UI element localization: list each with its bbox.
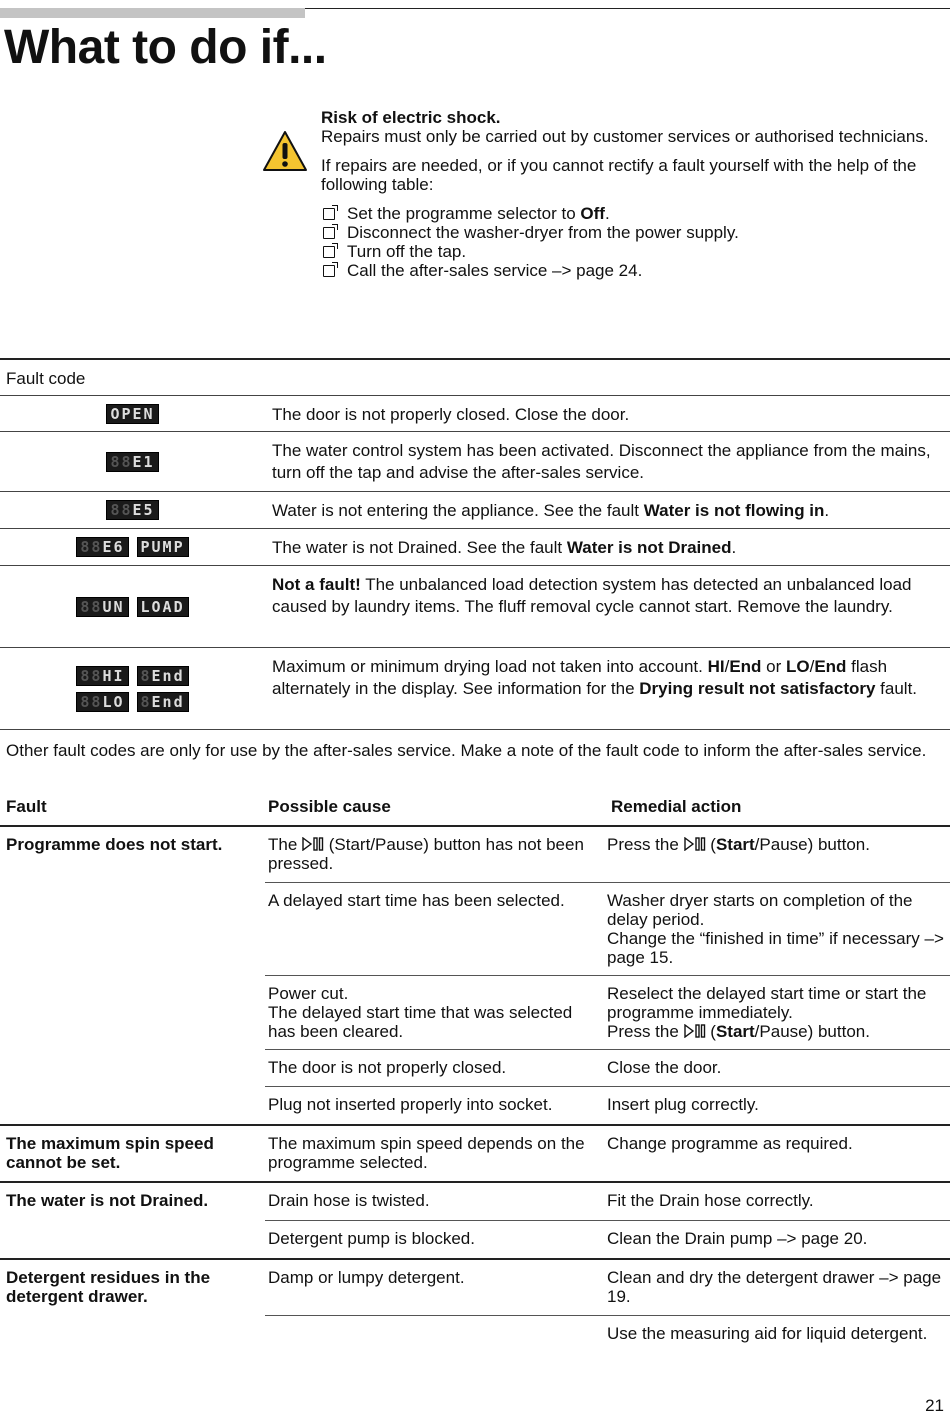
- fault-rows: [265, 827, 950, 1124]
- remedial-action: [607, 1134, 950, 1181]
- lcd-display: [106, 452, 158, 472]
- text-run: The door is not properly closed. Close the door.: [272, 405, 630, 424]
- text-run: Plug not inserted properly into socket.: [268, 1095, 553, 1114]
- display-group: [106, 500, 158, 520]
- lcd-display: [76, 692, 128, 712]
- step-item: [321, 242, 941, 261]
- text-run: Damp or lumpy detergent.: [268, 1268, 465, 1287]
- lcd-unlit: 8: [140, 666, 152, 685]
- fault-rows: [265, 1260, 950, 1372]
- start-pause-icon: [302, 837, 324, 851]
- warning-title: Risk of electric shock.: [321, 108, 501, 127]
- bold-text: End: [814, 657, 847, 676]
- lcd-display: [76, 597, 128, 617]
- header-rule: [305, 8, 950, 9]
- text-run: Reselect the delayed start time or start the programme immediately.: [607, 984, 927, 1022]
- display-group: [76, 537, 188, 557]
- fault-code-display: [0, 648, 265, 729]
- lcd-code: LOAD: [140, 597, 185, 616]
- text-run: Drain hose is twisted.: [268, 1191, 430, 1210]
- text-run: The unbalanced load detection system has detected an unbalanced load caused by laundry items. The fluff removal cycle cannot start. Remove the laundry.: [272, 575, 912, 616]
- fault-row: [265, 1183, 950, 1221]
- fault-row: [265, 827, 950, 883]
- possible-cause: [265, 984, 607, 1049]
- text-run: .: [824, 501, 830, 520]
- fault-table: [0, 795, 950, 1372]
- fault-row: [265, 1221, 950, 1258]
- start-pause-icon: [684, 1024, 706, 1038]
- warning-triangle-icon: [262, 130, 308, 172]
- text-run: .: [731, 538, 737, 557]
- fault-row: [265, 883, 950, 976]
- text-run: /: [724, 657, 730, 676]
- remedial-action: [607, 1229, 950, 1258]
- text-run: flash alternately in the display. See information for the: [272, 657, 888, 698]
- fault-group: [0, 1126, 950, 1183]
- text-run: /Pause) button.: [754, 835, 870, 854]
- fault-code-row: [0, 648, 950, 730]
- lcd-display: [137, 597, 189, 617]
- fault-name: The water is not Drained.: [6, 1191, 209, 1210]
- possible-cause: [265, 1095, 607, 1124]
- lcd-unlit: 8: [140, 692, 152, 711]
- text-run: (Start/Pause) button has not been pressed.: [268, 835, 584, 873]
- display-group: [76, 692, 188, 712]
- display-group: [76, 597, 188, 617]
- fault-name: The maximum spin speed cannot be set.: [6, 1134, 214, 1172]
- bold-text: Start: [715, 1022, 755, 1041]
- lcd-code: OPEN: [110, 404, 155, 423]
- possible-cause: [265, 1058, 607, 1086]
- remedial-action: [607, 835, 950, 882]
- checkbox-icon: [323, 265, 335, 277]
- display-group: [106, 404, 158, 424]
- lcd-code: HI: [102, 666, 125, 685]
- remedial-action: [607, 891, 950, 975]
- fault-row: [265, 1087, 950, 1124]
- checkbox-icon: [323, 227, 335, 239]
- possible-cause: [265, 1191, 607, 1220]
- text-run: /: [809, 657, 815, 676]
- text-run: Fit the Drain hose correctly.: [607, 1191, 814, 1210]
- remedial-action: [607, 1058, 950, 1086]
- page-title: What to do if...: [4, 21, 327, 74]
- bold-text: HI: [707, 657, 725, 676]
- bold-text: End: [729, 657, 762, 676]
- text-run: Clean and dry the detergent drawer –> page 19.: [607, 1268, 942, 1306]
- step-text: Turn off the tap.: [347, 242, 467, 261]
- lcd-code: E6: [102, 538, 125, 556]
- text-run: or: [761, 657, 786, 676]
- remedial-action: [607, 1191, 950, 1220]
- lcd-code: End: [151, 666, 185, 685]
- fault-row: [265, 1260, 950, 1316]
- lcd-unlit: 88: [80, 538, 103, 556]
- start-pause-icon: [684, 837, 706, 851]
- fault-rows: [265, 1183, 950, 1258]
- text-run: Clean the Drain pump –> page 20.: [607, 1229, 868, 1248]
- lcd-unlit: 88: [80, 597, 103, 616]
- lcd-code: UN: [102, 597, 125, 616]
- remedial-action: [607, 1268, 950, 1315]
- checkbox-icon: [323, 246, 335, 258]
- bold-text: Water is not Drained: [566, 538, 732, 557]
- fault-code-description: [272, 396, 950, 434]
- header-fault: Fault: [6, 797, 47, 816]
- remedial-action: [607, 984, 950, 1049]
- fault-code-row: [0, 492, 950, 529]
- lcd-unlit: 88: [110, 501, 133, 519]
- text-run: The water control system has been activated. Disconnect the appliance from the mains, turn off the tap and advise the after-sales service.: [272, 441, 931, 482]
- lcd-display: [106, 500, 158, 520]
- text-run: The delayed start time that was selected has been cleared.: [268, 1003, 573, 1041]
- lcd-display: [137, 537, 189, 557]
- lcd-code: End: [151, 692, 185, 711]
- header-bar: [0, 8, 305, 18]
- fault-code-description: [272, 492, 950, 530]
- lcd-code: PUMP: [140, 538, 185, 556]
- lcd-display: [137, 666, 189, 686]
- bold-text: Water is not flowing in: [643, 501, 825, 520]
- text-run: Detergent pump is blocked.: [268, 1229, 475, 1248]
- text-run: The door is not properly closed.: [268, 1058, 507, 1077]
- steps-list: [321, 204, 941, 280]
- fault-table-header: [0, 795, 950, 827]
- checkbox-icon: [323, 208, 335, 220]
- fault-row: [265, 1050, 950, 1087]
- text-run: Close the door.: [607, 1058, 722, 1077]
- possible-cause: [265, 835, 607, 882]
- text-run: Change the “finished in time” if necessary –> page 15.: [607, 929, 944, 967]
- fault-row: [265, 976, 950, 1050]
- warning-text: Repairs must only be carried out by customer services or authorised technicians.: [321, 127, 929, 146]
- remedial-action: [607, 1324, 950, 1372]
- lcd-unlit: 88: [80, 666, 103, 685]
- fault-code-description: [272, 432, 950, 492]
- fault-code-row: [0, 566, 950, 648]
- step-post: .: [604, 204, 610, 223]
- after-sales-note: Other fault codes are only for use by the after-sales service. Make a note of the fault code to inform the after-sales service.: [6, 741, 927, 760]
- text-run: Press the: [607, 1022, 684, 1041]
- text-run: (: [705, 1022, 716, 1041]
- text-run: /Pause) button.: [754, 1022, 870, 1041]
- text-run: Maximum or minimum drying load not taken into account.: [272, 657, 708, 676]
- fault-rows: [265, 1126, 950, 1181]
- fault-group: [0, 827, 950, 1126]
- text-run: A delayed start time has been selected.: [268, 891, 565, 910]
- lcd-display: [137, 692, 189, 712]
- remedial-action: [607, 1095, 950, 1124]
- lcd-unlit: 88: [80, 692, 103, 711]
- lcd-unlit: 88: [110, 452, 133, 471]
- fault-code-display: [0, 566, 265, 647]
- fault-code-display: [0, 396, 265, 431]
- fault-code-display: [0, 492, 265, 528]
- fault-code-header-label: Fault code: [6, 369, 86, 388]
- lcd-display: [76, 537, 128, 557]
- step-bold: Off: [580, 204, 605, 223]
- step-text: Set the programme selector to: [347, 204, 581, 223]
- fault-code-display: [0, 529, 265, 565]
- bold-text: Not a fault!: [272, 575, 361, 594]
- possible-cause: [265, 891, 607, 975]
- text-run: The water is not Drained. See the fault: [272, 538, 567, 557]
- fault-code-description: [272, 566, 950, 626]
- possible-cause: [265, 1229, 607, 1258]
- bold-text: LO: [785, 657, 810, 676]
- lcd-display: [106, 404, 158, 424]
- possible-cause: [265, 1268, 607, 1315]
- text-run: The maximum spin speed depends on the programme selected.: [268, 1134, 585, 1172]
- text-run: (: [705, 835, 716, 854]
- text-run: fault.: [875, 679, 918, 698]
- fault-code-table: [0, 358, 950, 730]
- display-group: [106, 452, 158, 472]
- text-run: Use the measuring aid for liquid detergent.: [607, 1324, 928, 1343]
- text-run: The: [268, 835, 303, 854]
- fault-code-row: [0, 396, 950, 432]
- step-item: [321, 223, 941, 242]
- fault-code-row: [0, 432, 950, 492]
- fault-name: Detergent residues in the detergent drawer.: [6, 1268, 211, 1306]
- text-run: Press the: [607, 835, 684, 854]
- bold-text: Start: [715, 835, 755, 854]
- fault-row: [265, 1316, 950, 1372]
- fault-code-header: [0, 358, 950, 396]
- possible-cause: [265, 1324, 607, 1372]
- text-run: Water is not entering the appliance. See the fault: [272, 501, 644, 520]
- fault-group: [0, 1260, 950, 1372]
- text-run: Power cut.: [268, 984, 349, 1003]
- warning-intro: If repairs are needed, or if you cannot rectify a fault yourself with the help of the following table:: [321, 156, 917, 194]
- page-number: 21: [925, 1396, 944, 1415]
- lcd-code: E5: [132, 501, 155, 519]
- fault-row: [265, 1126, 950, 1181]
- fault-code-description: [272, 648, 950, 708]
- lcd-code: LO: [102, 692, 125, 711]
- lcd-display: [76, 666, 128, 686]
- fault-code-description: [272, 529, 950, 567]
- text-run: Change programme as required.: [607, 1134, 853, 1153]
- fault-code-row: [0, 529, 950, 566]
- fault-code-display: [0, 432, 265, 491]
- display-group: [76, 666, 188, 686]
- bold-text: Drying result not satisfactory: [639, 679, 876, 698]
- possible-cause: [265, 1134, 607, 1181]
- step-item: [321, 204, 941, 223]
- text-run: Washer dryer starts on completion of the delay period.: [607, 891, 913, 929]
- header-remedy: Remedial action: [611, 797, 742, 816]
- lcd-code: E1: [132, 452, 155, 471]
- fault-group: [0, 1183, 950, 1260]
- text-run: Insert plug correctly.: [607, 1095, 759, 1114]
- header-cause: Possible cause: [268, 797, 391, 816]
- step-item: [321, 261, 941, 280]
- step-text: Call the after-sales service –> page 24.: [347, 261, 643, 280]
- fault-name: Programme does not start.: [6, 835, 223, 854]
- step-text: Disconnect the washer-dryer from the power supply.: [347, 223, 739, 242]
